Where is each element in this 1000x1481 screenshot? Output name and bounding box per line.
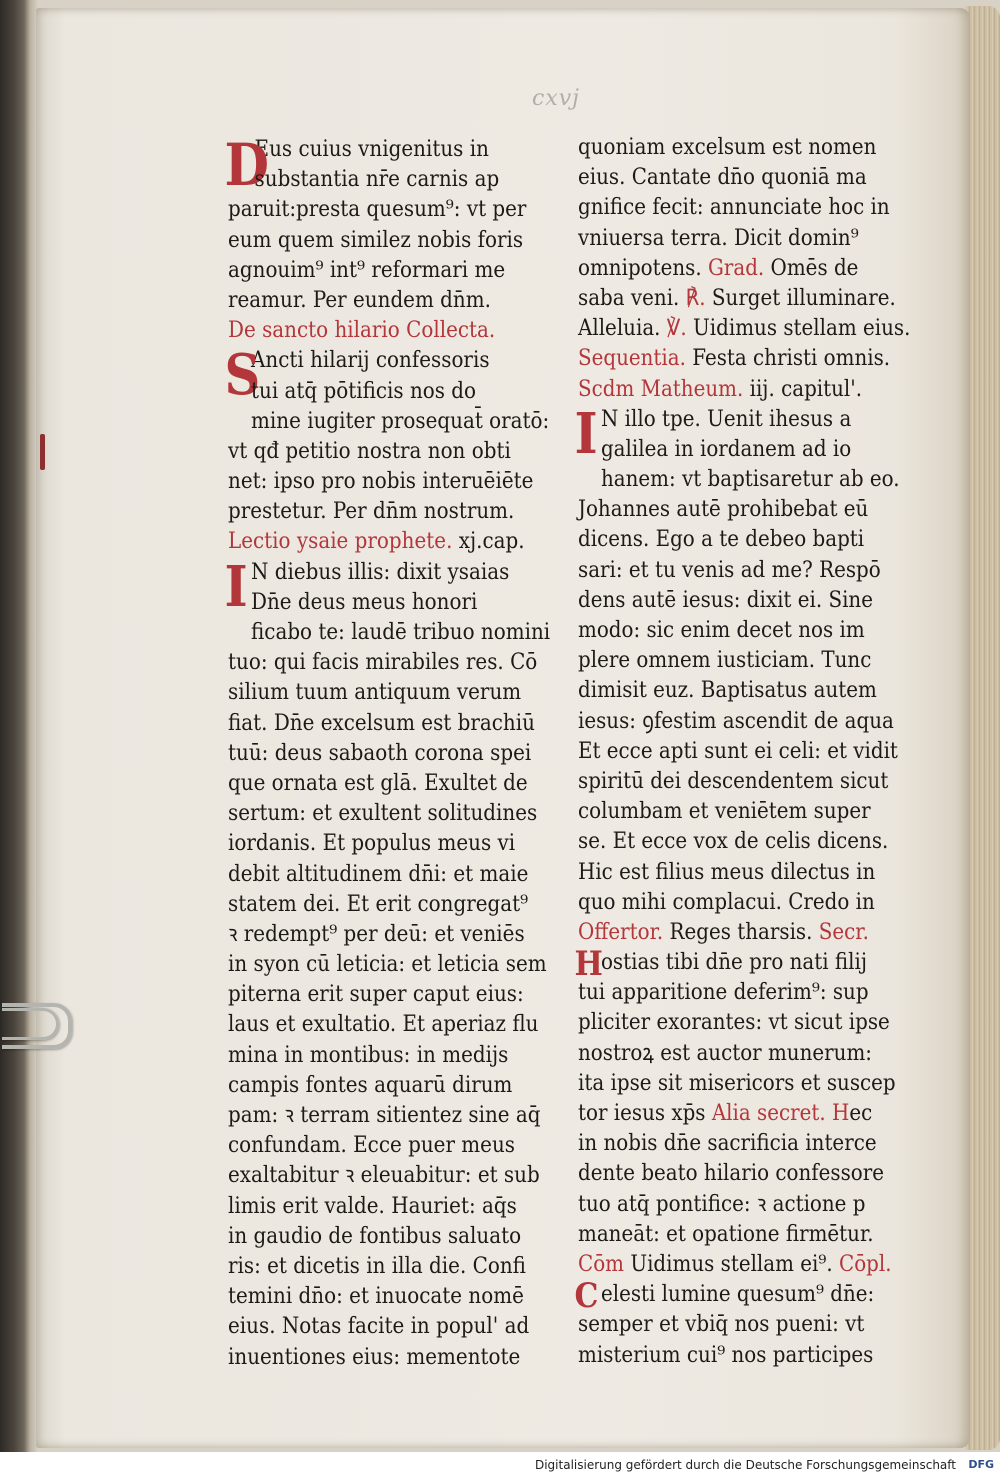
right-column-line: dens autē iesus: dixit ei. Sine (578, 586, 873, 613)
right-column-line: ita ipse sit misericors et suscep (578, 1069, 896, 1096)
left-column-line: pam: ꝛ terram sitientez sine aq̄ (228, 1102, 541, 1128)
left-column-line: temini dn̄o: et inuocate nomē (228, 1283, 524, 1310)
left-column-line: I N diebus illis: dixit ysaias (224, 553, 510, 620)
left-column-line: tui atq̄ pōtificis nos do (251, 377, 477, 404)
right-column-line: I N illo tpe. Uenit ihesus a (574, 400, 852, 467)
right-column-line: quoniam excelsum est nomen (578, 134, 877, 160)
left-column-line: statem dei. Et erit congregat⁹ (228, 890, 529, 917)
right-column (574, 132, 954, 1370)
left-column-line: silium tuum antiquum verum (228, 679, 522, 706)
left-column-line: in syon cū leticia: et leticia sem (228, 951, 547, 978)
left-column-line: S Ancti hilarij confessoris (224, 342, 490, 409)
right-column-line: dicens. Ego a te debeo bapti (578, 526, 865, 553)
left-column-line: fiat. Dn̄e excelsum est brachiū (228, 709, 535, 736)
right-column-line: misterium cui⁹ nos participes (578, 1341, 874, 1368)
right-column-line: se. Et ecce vox de celis dicens. (578, 828, 889, 855)
left-column-line: tuo: qui facis mirabiles res. Cō (228, 649, 538, 676)
right-column-line: omnipotens. Grad. Omēs de (578, 254, 859, 281)
page-edges (966, 6, 1000, 1450)
red-bookmark (40, 434, 45, 470)
left-column-line: ficabo te: laudē tribuo nomini (251, 619, 551, 645)
right-column-line: dimisit euz. Baptisatus autem (578, 677, 877, 704)
left-column-line: limis erit valde. Hauriet: aq̄s (228, 1192, 517, 1219)
right-column-line: hanem: vt baptisaretur ab eo. (600, 466, 900, 493)
left-column-line: que ornata est glā. Exultet de (228, 769, 528, 796)
paper-clip-inner (2, 1008, 59, 1040)
right-column-line: dente beato hilario confessore (578, 1160, 884, 1187)
left-column-line: confundam. Ecce puer meus (228, 1132, 516, 1159)
right-column-line: saba veni. ℟. Surget illuminare. (578, 284, 896, 311)
footer-bar (0, 1452, 1000, 1481)
left-column-initial: D (224, 131, 269, 199)
left-column-line: iordanis. Et populus meus vi (228, 830, 516, 857)
left-column-line: De sancto hilario Collecta. (228, 317, 496, 344)
left-column-line: paruit:presta quesum⁹: vt per (228, 196, 527, 223)
right-column-line: Sequentia. Festa christi omnis. (578, 345, 891, 372)
left-column-line: eius. Notas facite in popul' ad (228, 1313, 530, 1340)
left-column-line: laus et exultatio. Et aperiaz flu (228, 1011, 539, 1038)
right-column-line: tui apparitione deferim⁹: sup (578, 979, 869, 1006)
right-column-line: tor iesus xp̄s Alia secret. Hec (578, 1100, 873, 1126)
right-column-line: gnifice fecit: annunciate hoc in (578, 194, 890, 221)
left-column-line: Dn̄e deus meus honori (251, 588, 478, 615)
right-column-line: vniuersa terra. Dicit domin⁹ (578, 224, 859, 251)
right-column-line: maneāt: et opatione firmētur. (578, 1220, 874, 1247)
left-column-line: substantia nr̄e carnis ap (254, 166, 500, 193)
left-column-line: ris: et dicetis in illa die. Confi (228, 1252, 526, 1279)
left-column-line: piterna erit super caput eius: (228, 981, 524, 1008)
left-column-line: mine iugiter prosequat̄ oratō: (251, 407, 550, 434)
right-column-line: galilea in iordanem ad io (600, 435, 852, 462)
footer-credit: Digitalisierung gefördert durch die Deutsche Forschungsgemeinschaft (534, 1458, 956, 1472)
left-column-line: mina in montibus: in medijs (228, 1041, 509, 1068)
left-column-line: exaltabitur ꝛ eleuabitur: et sub (228, 1162, 540, 1189)
right-column-line: tuo atq̄ pontifice: ꝛ actione p (578, 1190, 866, 1217)
right-column-initial: H (574, 944, 603, 985)
right-column-line: Alleluia. ℣. Uidimus stellam eius. (578, 315, 911, 342)
right-column-initial: C (574, 1276, 599, 1317)
left-column-initial: S (224, 342, 261, 409)
left-column-line: sertum: et exultent solitudines (228, 800, 538, 827)
left-column-initial: I (224, 553, 248, 620)
left-column-line: campis fontes aquarū dirum (228, 1071, 513, 1098)
right-column-line: sari: et tu venis ad me? Respō (578, 556, 881, 583)
right-column-line: Scdm Matheum. iij. capitul'. (578, 375, 863, 402)
right-column-line: H ostias tibi dn̄e pro nati filij (574, 944, 868, 985)
right-column-line: pliciter exorantes: vt sicut ipse (578, 1009, 890, 1036)
right-column-line: Offertor. Reges tharsis. Secr. (578, 918, 869, 945)
left-column-line: debit altitudinem dn̄i: et maie (228, 860, 529, 887)
right-column-line: plere omnem iusticiam. Tunc (578, 647, 872, 674)
left-column-line: in gaudio de fontibus saluato (228, 1222, 522, 1249)
left-column-line: tuū: deus sabaoth corona spei (228, 739, 532, 766)
left-column-line: agnouim⁹ int⁹ reformari me (228, 256, 506, 283)
right-column-line: Hic est filius meus dilectus in (578, 858, 876, 885)
right-column-line: Cōm Uidimus stellam ei⁹. Cōpl. (578, 1250, 892, 1277)
left-column-line: inuentiones eius: mementote (228, 1343, 521, 1370)
right-column-line: Et ecce apti sunt ei celi: et vidit (578, 737, 898, 764)
left-column-line: prestetur. Per dn̄m nostrum. (228, 498, 515, 525)
right-column-line: C elesti lumine quesum⁹ dn̄e: (574, 1276, 875, 1317)
dfg-logo: DFG (968, 1458, 994, 1471)
right-column-line: Johannes autē prohibebat eū (578, 496, 869, 523)
right-column-line: eius. Cantate dn̄o quoniā ma (578, 164, 867, 191)
right-column-line: columbam et veniētem super (578, 798, 871, 825)
right-column-line: iesus: ꝯfestim ascendit de aqua (578, 707, 894, 734)
right-column-line: spiritū dei descendentem sicut (578, 767, 889, 794)
left-column-line: reamur. Per eundem dn̄m. (228, 286, 491, 313)
right-column-line: nostroꝝ est auctor munerum: (578, 1039, 872, 1066)
left-column-line: Lectio ysaie prophete. xj.cap. (228, 528, 525, 555)
folio-number: cxvj (532, 86, 580, 111)
right-column-line: semper et vbiq̄ nos pueni: vt (578, 1311, 865, 1338)
left-column-line: ꝛ redempt⁹ per deū: et veniēs (228, 920, 525, 947)
right-column-line: modo: sic enim decet nos im (578, 617, 865, 643)
right-column-line: in nobis dn̄e sacrificia interce (578, 1130, 877, 1157)
left-column-line: vt qđ petitio nostra non obti (228, 437, 511, 464)
left-column (224, 131, 592, 1372)
left-column-line: net: ipso pro nobis interuēiēte (228, 468, 534, 495)
left-column-line: eum quem similez nobis foris (228, 226, 524, 253)
left-column-line: D Eus cuius vnigenitus in (224, 131, 489, 199)
right-column-initial: I (574, 400, 598, 467)
right-column-line: quo mihi complacui. Credo in (578, 888, 875, 915)
